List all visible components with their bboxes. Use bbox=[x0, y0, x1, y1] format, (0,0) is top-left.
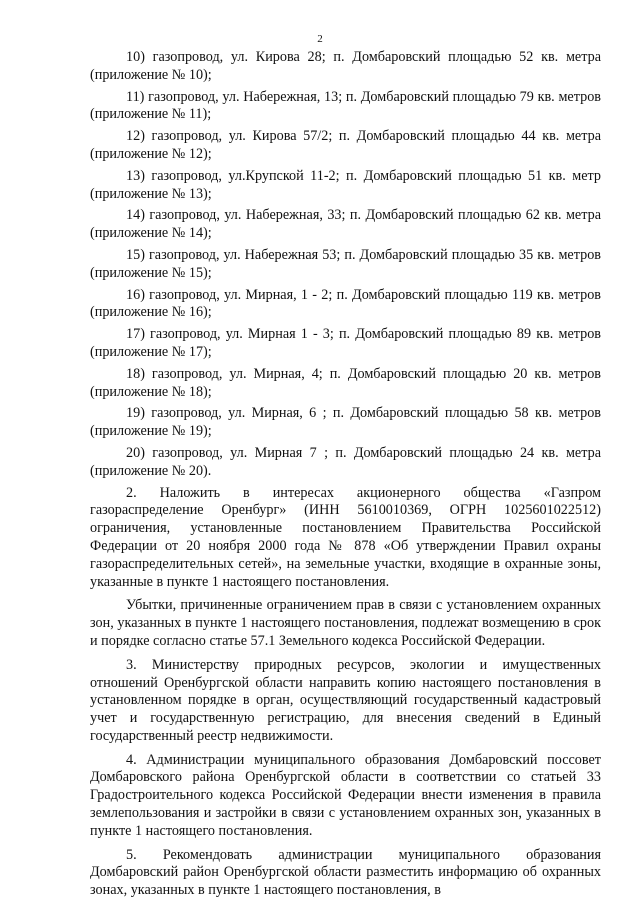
paragraph-4-administration: 4. Администрации муниципального образования Домбаровский поссовет Домбаровского района Оренбургской области в соответствии со статьей 33 Градостроительного кодекса Российской Федерации внести изменения в правила землепользования и застройки в связи с установлением охранных зон, указанных в пункте 1 настоящего постановления. bbox=[90, 751, 601, 839]
list-item: 12) газопровод, ул. Кирова 57/2; п. Домбаровский площадью 44 кв. метра (приложение № 12); bbox=[90, 128, 601, 162]
list-item: 16) газопровод, ул. Мирная, 1 - 2; п. Домбаровский площадью 119 кв. метров (приложение № 16); bbox=[90, 286, 601, 321]
list-item: 15) газопровод, ул. Набережная 53; п. Домбаровский площадью 35 кв. метров (приложение № 15); bbox=[90, 246, 601, 281]
paragraph-losses: Убытки, причиненные ограничением прав в связи с установлением охранных зон, указанных в пункте 1 настоящего постановления, подлежат возмещению в срок и порядке согласно статье 57.1 Земельного кодекса Российской Федерации. bbox=[90, 597, 601, 649]
list-item: 19) газопровод, ул. Мирная, 6 ; п. Домбаровский площадью 58 кв. метров (приложение № 19); bbox=[90, 405, 601, 440]
list-item: 14) газопровод, ул. Набережная, 33; п. Домбаровский площадью 62 кв. метра (приложение № 14); bbox=[90, 207, 601, 242]
list-item: 13) газопровод, ул.Крупской 11-2; п. Домбаровский площадью 51 кв. метр (приложение № 13); bbox=[90, 167, 601, 202]
paragraph-3-ministry: 3. Министерству природных ресурсов, экологии и имущественных отношений Оренбургской области направить копию настоящего постановления в установленном порядке в орган, осуществляющий государственный кадастровый учет и государственную регистрацию, для внесения сведений в Единый государственный реестр недвижимости. bbox=[90, 656, 601, 744]
list-item: 10) газопровод, ул. Кирова 28; п. Домбаровский площадью 52 кв. метра (приложение № 10); bbox=[90, 49, 601, 83]
list-item: 11) газопровод, ул. Набережная, 13; п. Домбаровский площадью 79 кв. метров (приложение № 11); bbox=[90, 88, 601, 123]
list-item: 17) газопровод, ул. Мирная 1 - 3; п. Домбаровский площадью 89 кв. метров (приложение № 17); bbox=[90, 326, 601, 360]
paragraph-2-restrictions: 2. Наложить в интересах акционерного общества «Газпром газораспределение Оренбург» (ИНН 5610010369, ОГРН 1025601022512) ограничения, установленные постановлением Правительства Российской Федерации от 20 ноября 2000 года № 878 «Об утверждении Правил охраны газораспределительных сетей», на земельные участки, входящие в охранные зоны, указанные в пункте 1 настоящего постановления. bbox=[90, 484, 601, 590]
list-item: 18) газопровод, ул. Мирная, 4; п. Домбаровский площадью 20 кв. метров (приложение № 18); bbox=[90, 365, 601, 400]
list-item: 20) газопровод, ул. Мирная 7 ; п. Домбаровский площадью 24 кв. метра (приложение № 20). bbox=[90, 444, 601, 479]
page-number: 2 bbox=[317, 33, 323, 45]
paragraph-5-recommendation: 5. Рекомендовать администрации муниципального образования Домбаровский район Оренбургской области разместить информацию об охранных зонах, указанных в пункте 1 настоящего постановления, в bbox=[90, 846, 601, 899]
document-body bbox=[90, 49, 601, 900]
